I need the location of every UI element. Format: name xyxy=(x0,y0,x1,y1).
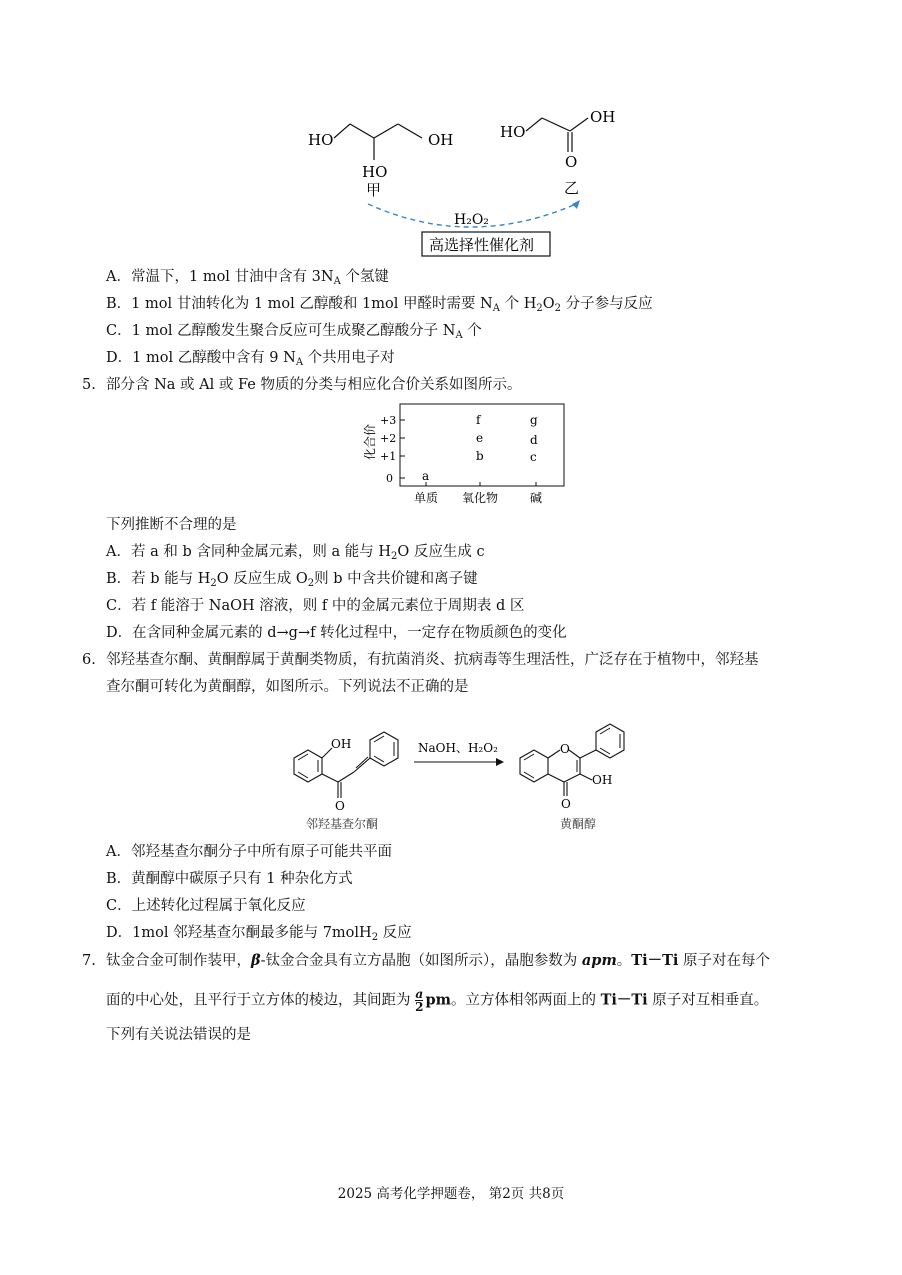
lattice-param: apm xyxy=(581,952,617,969)
glycerol-oxidation-figure xyxy=(290,100,630,262)
ring-o-label: O xyxy=(560,742,570,756)
subscript: A xyxy=(492,303,500,314)
option-letter: B． xyxy=(106,571,132,587)
option-letter: C． xyxy=(106,898,132,914)
option-text: O xyxy=(542,296,555,312)
name-left-label: 邻羟基查尔酮 xyxy=(306,817,379,831)
subscript: 2 xyxy=(536,303,543,314)
subscript: A xyxy=(333,276,341,287)
text: -钛金合金具有立方晶胞（如图所示），晶胞参数为 xyxy=(260,953,582,969)
label-jia: 甲 xyxy=(366,181,382,199)
text: 原子对在每个 xyxy=(678,953,771,969)
q6-option-b xyxy=(106,870,353,888)
subscript: A xyxy=(455,330,463,341)
subscript: A xyxy=(295,357,304,368)
option-letter: A． xyxy=(106,844,131,860)
q6-stem-line2: 查尔酮可转化为黄酮醇，如图所示。下列说法不正确的是 xyxy=(106,679,469,695)
option-letter: C． xyxy=(106,598,132,614)
fraction-a-over-2 xyxy=(415,988,423,1013)
q7-line2 xyxy=(106,988,768,1013)
glycerol-ho-bottom: HO xyxy=(362,163,388,181)
q7-number: 7. xyxy=(82,953,96,969)
option-text: 邻羟基查尔酮分子中所有原子可能共平面 xyxy=(130,844,392,860)
glycerol-ho-left: HO xyxy=(308,131,334,149)
subscript: 2 xyxy=(307,578,315,589)
option-text: 分子参与反应 xyxy=(561,296,653,312)
fraction-denominator: 2 xyxy=(415,1000,424,1014)
xtick-element: 单质 xyxy=(414,491,439,505)
option-text: 1 mol 乙醇酸发生聚合反应可生成聚乙醇酸分子 N xyxy=(131,323,456,339)
subscript: 2 xyxy=(554,303,561,314)
q5-option-a xyxy=(106,543,485,561)
q6-number: 6. xyxy=(82,652,96,668)
option-text: 若 f 能溶于 NaOH 溶液，则 f 中的金属元素位于周期表 d 区 xyxy=(131,598,525,614)
text: 钛金合金可制作装甲， xyxy=(106,953,251,969)
point-b: b xyxy=(476,449,484,463)
page-footer: 2025 高考化学押题卷， 第2页 共8页 xyxy=(337,1186,565,1202)
point-c: c xyxy=(530,450,537,464)
ytick-plus1: +1 xyxy=(380,450,397,463)
option-text: 反应 xyxy=(378,925,412,941)
chart-ylabel: 化合价 xyxy=(363,423,377,460)
option-text: 在含同种金属元素的 d→g→f 转化过程中，一定存在物质颜色的变化 xyxy=(132,625,567,641)
ytick-zero: 0 xyxy=(386,472,393,485)
reagent-h2o2: H₂O₂ xyxy=(454,212,489,228)
ytick-plus3: +3 xyxy=(380,414,397,427)
q4-option-a xyxy=(106,268,389,286)
option-text: 个共用电子对 xyxy=(303,350,395,366)
oh-left-label: OH xyxy=(331,737,352,751)
chalcone-to-flavonol-figure xyxy=(284,718,640,834)
glycolic-ho: HO xyxy=(500,123,526,141)
ytick-plus2: +2 xyxy=(380,432,397,445)
oh-right-label: OH xyxy=(592,773,613,787)
option-text: 个 xyxy=(462,323,482,339)
q5-option-c xyxy=(106,597,524,615)
option-text: 黄酮醇中碳原子只有 1 种杂化方式 xyxy=(131,871,353,887)
glycolic-oh: OH xyxy=(590,108,616,126)
subscript: 2 xyxy=(210,578,217,589)
catalyst-label: 高选择性催化剂 xyxy=(429,236,535,254)
glycolic-o: O xyxy=(565,153,578,171)
xtick-oxide: 氧化物 xyxy=(462,491,499,505)
reaction-reagents: NaOH、H₂O₂ xyxy=(418,741,498,755)
q7-line3: 下列有关说法错误的是 xyxy=(106,1027,251,1043)
option-letter: B． xyxy=(106,296,132,312)
subscript: 2 xyxy=(390,551,398,562)
option-letter: B． xyxy=(106,871,132,887)
q6-option-c xyxy=(106,897,306,915)
option-text: 若 a 和 b 含同种金属元素，则 a 能与 H xyxy=(130,544,391,560)
text: 面的中心处，且平行于立方体的棱边，其间距为 xyxy=(106,992,416,1009)
option-text: O 反应生成 c xyxy=(397,544,485,560)
q6-option-d xyxy=(106,924,412,942)
q5-option-b xyxy=(106,570,478,588)
option-letter: A． xyxy=(106,544,131,560)
q5-follow: 下列推断不合理的是 xyxy=(106,517,237,533)
o-left-label: O xyxy=(335,799,345,813)
fraction-numerator: a xyxy=(415,987,424,1001)
subscript: 2 xyxy=(371,932,379,943)
q6-stem-line1: 邻羟基查尔酮、黄酮醇属于黄酮类物质，有抗菌消炎、抗病毒等生理活性，广泛存在于植物中，邻羟基 xyxy=(106,652,759,668)
option-letter: C． xyxy=(106,323,132,339)
option-text: 个 H xyxy=(499,296,537,312)
label-yi: 乙 xyxy=(564,179,580,197)
option-text: 则 b 中含共价键和离子键 xyxy=(314,571,478,587)
beta-symbol: β xyxy=(251,952,261,969)
text: 原子对互相垂直。 xyxy=(647,992,769,1009)
point-e: e xyxy=(476,431,484,445)
option-text: 若 b 能与 H xyxy=(131,571,211,587)
ti-ti-pair: Ti－Ti xyxy=(600,991,648,1009)
o-right-label: O xyxy=(561,797,571,811)
option-text: 1 mol 甘油转化为 1 mol 乙醇酸和 1mol 甲醛时需要 N xyxy=(131,296,493,312)
point-d: d xyxy=(530,433,538,447)
q5-option-d xyxy=(106,624,567,642)
glycerol-oh-right: OH xyxy=(428,131,454,149)
name-right-label: 黄酮醇 xyxy=(560,817,597,831)
point-a: a xyxy=(422,469,430,483)
option-letter: D． xyxy=(106,625,133,641)
xtick-base: 碱 xyxy=(530,491,543,505)
q4-option-b xyxy=(106,295,653,313)
point-f: f xyxy=(476,413,481,427)
q6-option-a xyxy=(106,843,392,861)
text: 。 xyxy=(616,953,632,969)
option-text: 1 mol 乙醇酸中含有 9 N xyxy=(132,350,296,366)
option-text: 常温下，1 mol 甘油中含有 3N xyxy=(130,269,334,285)
q7-line1 xyxy=(106,952,770,970)
option-letter: D． xyxy=(106,350,133,366)
option-text: 个氢键 xyxy=(340,269,389,285)
option-text: 1mol 邻羟基查尔酮最多能与 7molH xyxy=(132,925,372,941)
q4-option-d xyxy=(106,349,395,367)
option-text: O 反应生成 O xyxy=(216,571,308,587)
valence-class-chart xyxy=(356,400,568,508)
q5-number: 5. xyxy=(82,377,96,393)
unit-pm: pm xyxy=(425,991,451,1009)
option-letter: A． xyxy=(106,269,131,285)
option-text: 上述转化过程属于氧化反应 xyxy=(131,898,306,914)
q4-option-c xyxy=(106,322,482,340)
q5-stem: 部分含 Na 或 Al 或 Fe 物质的分类与相应化合价关系如图所示。 xyxy=(106,377,522,393)
ti-ti-pair: Ti－Ti xyxy=(631,952,679,969)
option-letter: D． xyxy=(106,925,133,941)
point-g: g xyxy=(530,413,538,427)
text: 。立方体相邻两面上的 xyxy=(450,992,601,1009)
